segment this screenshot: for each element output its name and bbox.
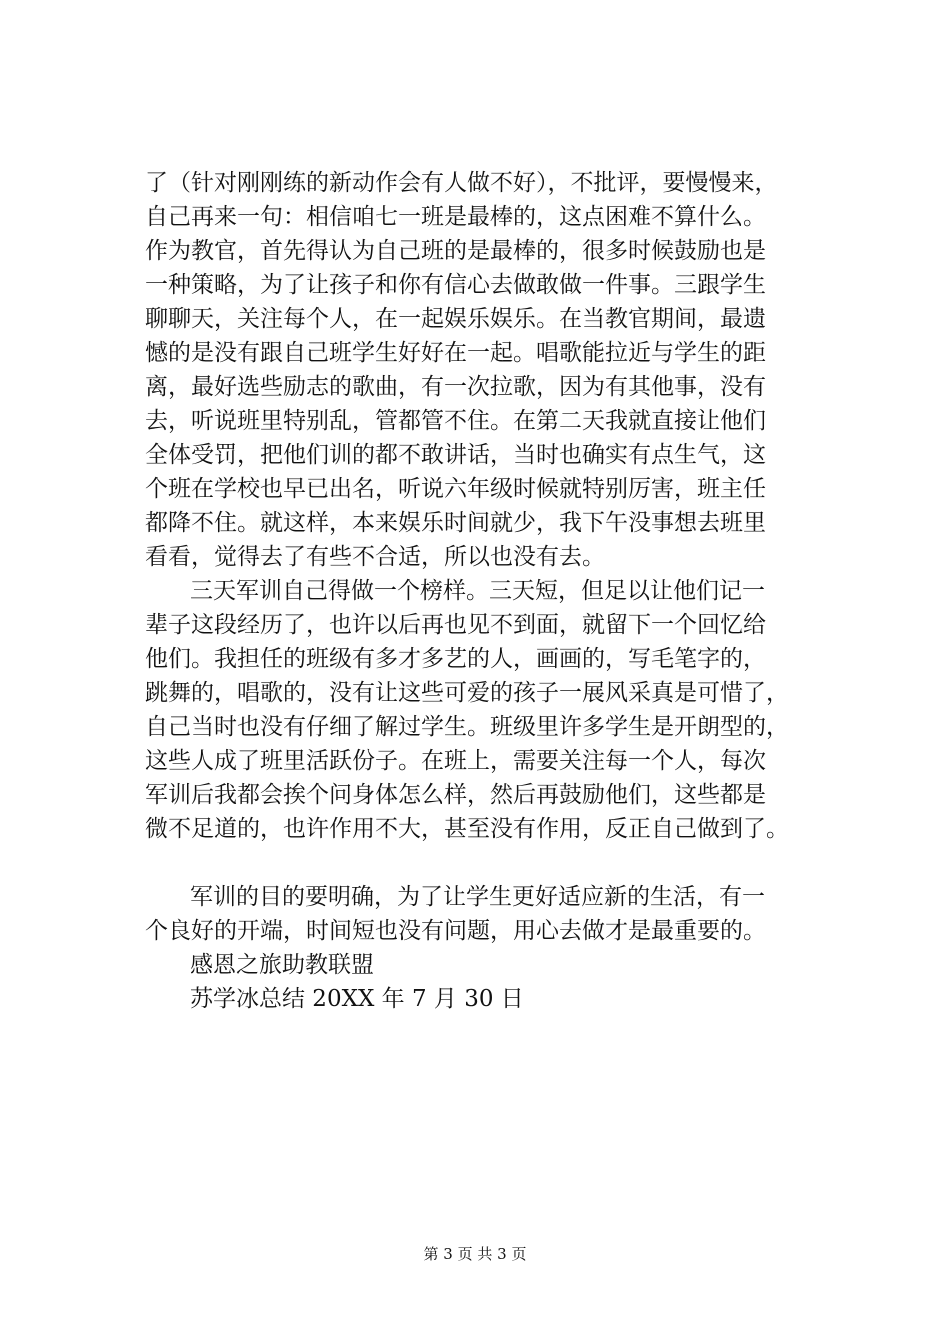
text-line: 个良好的开端，时间短也没有问题，用心去做才是最重要的。 [145,918,766,944]
text-line: 憾的是没有跟自己班学生好好在一起。唱歌能拉近与学生的距 [145,340,766,366]
text-line: 个班在学校也早已出名，听说六年级时候就特别厉害，班主任 [145,476,766,502]
text-line: 微不足道的，也许作用不大，甚至没有作用，反正自己做到了。 [145,816,789,842]
text-line: 跳舞的，唱歌的，没有让这些可爱的孩子一展风采真是可惜了， [145,680,789,706]
paragraph-2 [145,574,845,846]
text-line: 他们。我担任的班级有多才多艺的人，画画的，写毛笔字的， [145,646,766,672]
text-line: 军训后我都会挨个问身体怎么样，然后再鼓励他们，这些都是 [145,782,766,808]
text-line: 这些人成了班里活跃份子。在班上，需要关注每一个人，每次 [145,748,766,774]
text-line: 军训的目的要明确，为了让学生更好适应新的生活，有一 [190,884,765,910]
text-line: 作为教官，首先得认为自己班的是最棒的，很多时候鼓励也是 [145,238,766,264]
text-line: 自己再来一句：相信咱七一班是最棒的，这点困难不算什么。 [145,204,766,230]
text-line: 三天军训自己得做一个榜样。三天短，但足以让他们记一 [190,578,765,604]
page-number-footer: 第 3 页 共 3 页 [423,1245,527,1263]
paragraph-3 [145,880,845,948]
text-line: 自己当时也没有仔细了解过学生。班级里许多学生是开朗型的， [145,714,789,740]
text-line: 离，最好选些励志的歌曲，有一次拉歌，因为有其他事，没有 [145,374,766,400]
paragraph-gap [145,846,845,880]
organization-line: 感恩之旅助教联盟 [190,952,374,978]
paragraph-1 [145,166,845,574]
text-line: 去，听说班里特别乱，管都管不住。在第二天我就直接让他们 [145,408,766,434]
text-line: 看看，觉得去了有些不合适，所以也没有去。 [145,544,605,570]
document-body [145,166,845,1016]
text-line: 都降不住。就这样，本来娱乐时间就少，我下午没事想去班里 [145,510,766,536]
text-line: 聊聊天，关注每个人，在一起娱乐娱乐。在当教官期间，最遗 [145,306,766,332]
signature-line: 苏学冰总结 20XX 年 7 月 30 日 [190,986,524,1012]
text-line: 全体受罚，把他们训的都不敢讲话，当时也确实有点生气，这 [145,442,766,468]
text-line: 了（针对刚刚练的新动作会有人做不好），不批评，要慢慢来， [145,170,778,196]
text-line: 一种策略，为了让孩子和你有信心去做敢做一件事。三跟学生 [145,272,766,298]
text-line: 辈子这段经历了，也许以后再也见不到面，就留下一个回忆给 [145,612,766,638]
